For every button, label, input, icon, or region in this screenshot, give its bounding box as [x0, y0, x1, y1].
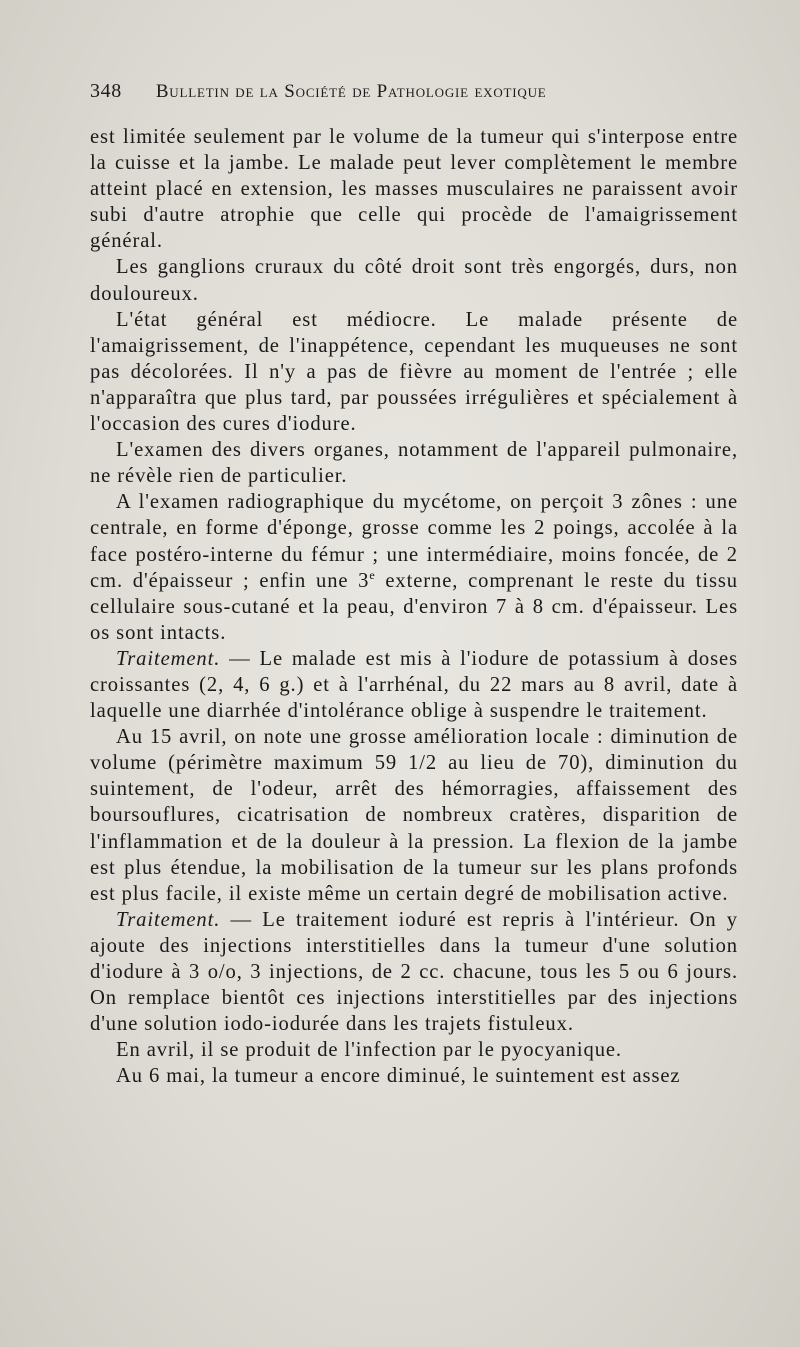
- paragraph-text: Au 15 avril, on note une grosse amélioration locale : diminution de volume (périmètre maximum 59 1/2 au lieu de 70), diminution du suintement, de l'odeur, arrêt des hémorragies, affaissement des boursouflures, cicatrisation de nombreux cratères, disparition de l'inflammation et de la douleur à la pression. La flexion de la jambe est plus étendue, la mobilisation de la tumeur sur les plans profonds est plus facile, il existe même un certain degré de mobilisation active.: [90, 726, 738, 905]
- section-lead: Traitement.: [116, 647, 221, 670]
- paragraph-text: externe, comprenant le reste du tissu cellulaire sous-cutané et la peau, d'environ 7 à 8 cm. d'épaisseur. Les os sont intacts.: [90, 569, 739, 644]
- page-header: [90, 80, 740, 103]
- paragraph-text: En avril, il se produit de l'infection par le pyocyanique.: [116, 1039, 622, 1062]
- superscript: e: [369, 567, 376, 582]
- body-text: [90, 124, 738, 1089]
- paragraph: [90, 489, 738, 646]
- paragraph: [90, 254, 738, 306]
- paragraph-text: — Le malade est mis à l'iodure de potassium à doses croissantes (2, 4, 6 g.) et à l'arrhénal, du 22 mars au 8 avril, date à laquelle une diarrhée d'intolérance oblige à suspendre le traitement.: [90, 647, 738, 723]
- paragraph: [90, 646, 738, 724]
- page-number: 348: [90, 80, 122, 102]
- paragraph-text: Les ganglions cruraux du côté droit sont très engorgés, durs, non douloureux.: [90, 256, 738, 305]
- paragraph-text: — Le traitement ioduré est repris à l'intérieur. On y ajoute des injections interstitielles dans la tumeur d'une solution d'iodure à 3 o/o, 3 injections, de 2 cc. chacune, tous les 5 ou 6 jours. On remplace bientôt ces injections interstitielles par des injections d'une solution iodo-iodurée dans les trajets fistuleux.: [90, 908, 738, 1036]
- paragraph-text: L'état général est médiocre. Le malade présente de l'amaigrissement, de l'inappétence, cependant les muqueuses ne sont pas décolorées. Il n'y a pas de fièvre au moment de l'entrée ; elle n'apparaîtra que plus tard, par poussées irrégulières et spécialement à l'occasion des cures d'iodure.: [90, 308, 738, 436]
- paragraph: [90, 907, 738, 1037]
- paragraph: [90, 124, 738, 254]
- running-title: Bulletin de la Société de Pathologie exotique: [155, 81, 547, 102]
- paragraph: [90, 307, 738, 437]
- section-lead: Traitement.: [116, 908, 221, 931]
- paragraph-text: Au 6 mai, la tumeur a encore diminué, le suintement est assez: [116, 1065, 681, 1088]
- paragraph: [90, 724, 738, 907]
- paragraph-text: L'examen des divers organes, notamment de l'appareil pulmonaire, ne révèle rien de particulier.: [90, 439, 738, 488]
- paragraph: [90, 437, 738, 489]
- paragraph-text: est limitée seulement par le volume de la tumeur qui s'interpose entre la cuisse et la jambe. Le malade peut lever complètement le membre atteint placé en extension, les masses musculaires ne paraissent avoir subi d'autre atrophie que celle qui procède de l'amaigrissement général.: [90, 126, 738, 253]
- paragraph: [90, 1063, 738, 1089]
- paragraph-text: A l'examen radiographique du mycétome, on perçoit 3 zônes : une centrale, en forme d'éponge, grosse comme les 2 poings, accolée à la face postéro-interne du fémur ; une intermédiaire, moins foncée, de 2 cm. d'épaisseur ; enfin une 3: [90, 491, 738, 592]
- paragraph: [90, 1037, 738, 1063]
